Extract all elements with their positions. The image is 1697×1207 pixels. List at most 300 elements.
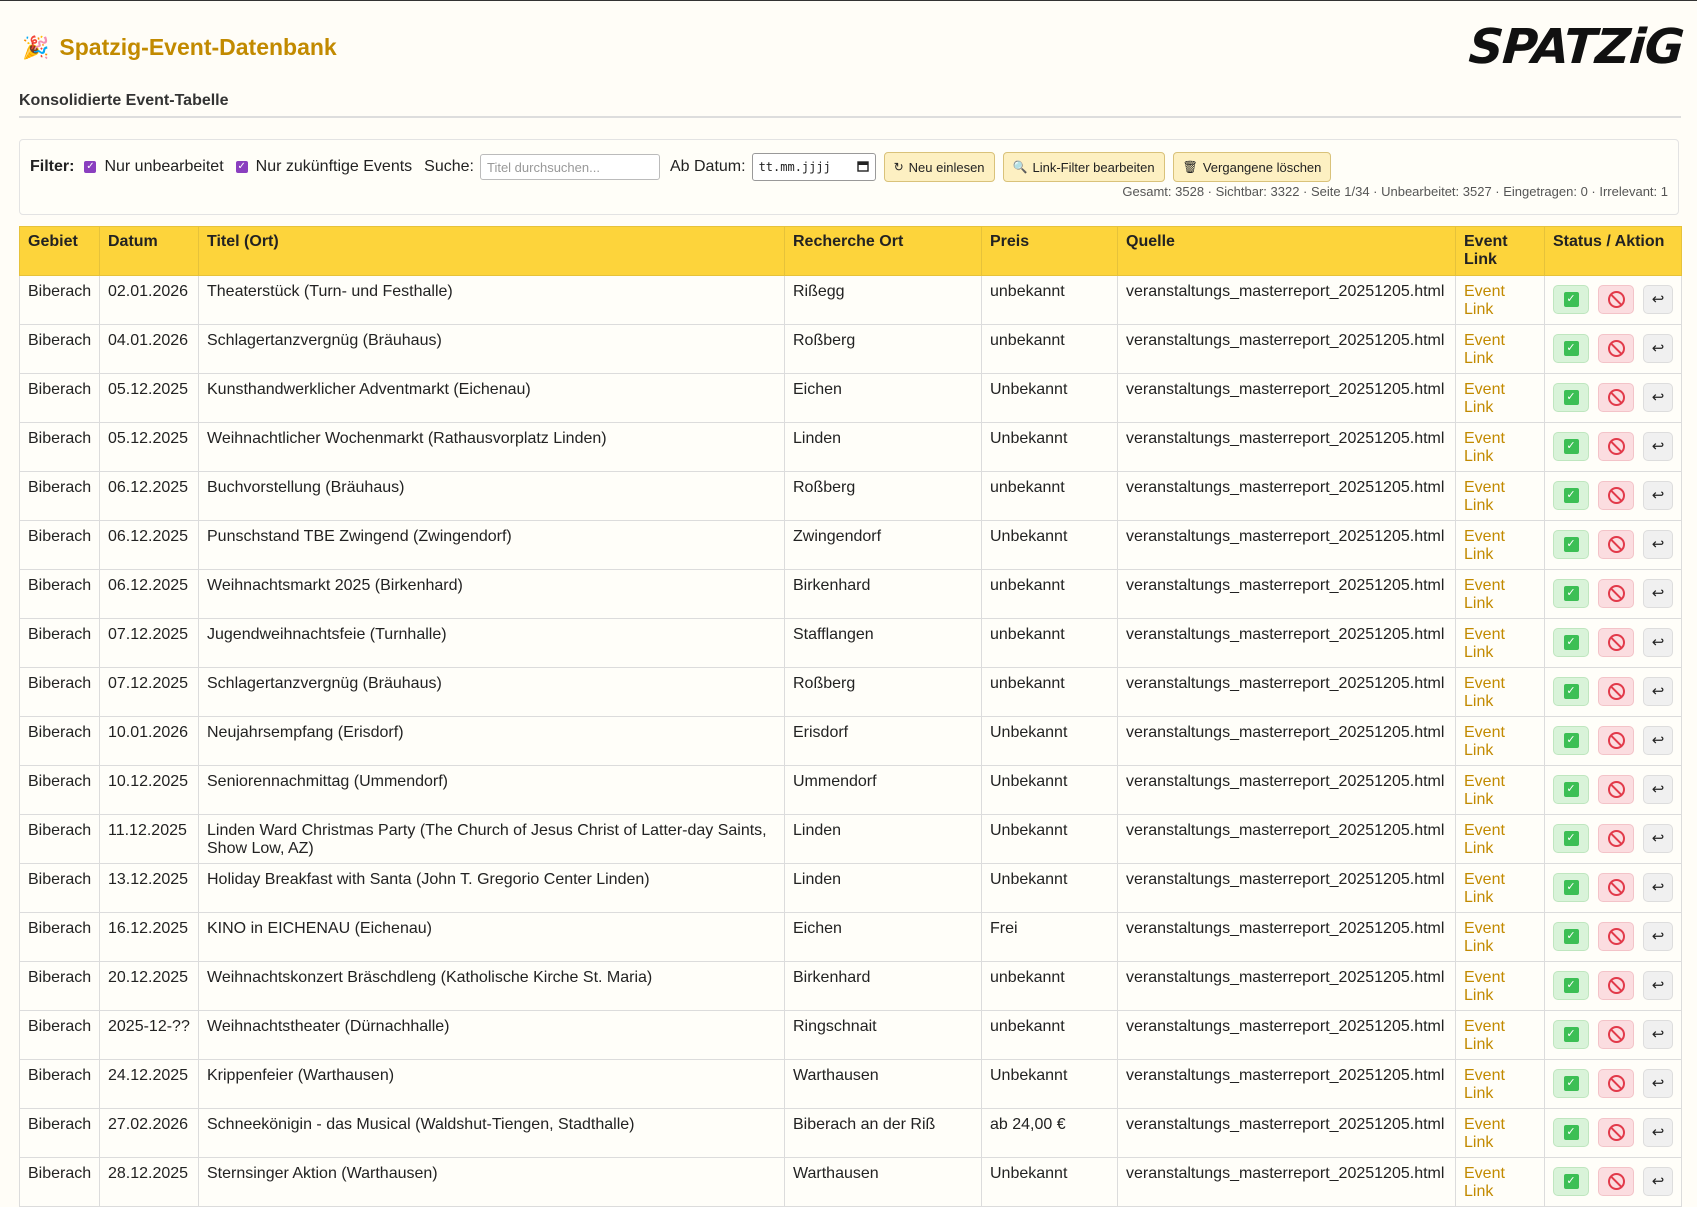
table-row <box>20 717 1682 766</box>
mark-done-button[interactable] <box>1553 971 1589 1000</box>
zukuenftig-checkbox[interactable]: ✓ <box>237 161 246 172</box>
cell-gebiet: Biberach <box>20 717 100 766</box>
link-filter-button-label: Link-Filter bearbeiten <box>1032 159 1155 175</box>
cell-datum: 10.12.2025 <box>100 766 199 815</box>
checkmark-icon: ✓ <box>1564 782 1579 797</box>
cell-ort: Eichen <box>785 374 982 423</box>
cell-ort: Linden <box>785 864 982 913</box>
cell-gebiet: Biberach <box>20 619 100 668</box>
checkmark-icon: ✓ <box>1564 684 1579 699</box>
cell-preis: Unbekannt <box>982 1158 1118 1207</box>
cell-datum: 05.12.2025 <box>100 423 199 472</box>
mark-irrelevant-button[interactable] <box>1598 1118 1634 1147</box>
cell-titel: Krippenfeier (Warthausen) <box>199 1060 785 1109</box>
cell-datum: 06.12.2025 <box>100 521 199 570</box>
cell-ort: Ringschnait <box>785 1011 982 1060</box>
undo-button[interactable] <box>1643 481 1673 510</box>
mark-done-button[interactable] <box>1553 481 1589 510</box>
cell-titel: Kunsthandwerklicher Adventmarkt (Eichenau) <box>199 374 785 423</box>
cell-event-link <box>1456 619 1545 668</box>
cell-actions <box>1545 717 1682 766</box>
checkmark-icon: ✓ <box>1564 537 1579 552</box>
col-header-status[interactable]: Status / Aktion <box>1545 227 1682 276</box>
mark-irrelevant-button[interactable] <box>1598 481 1634 510</box>
row-actions <box>1553 969 1673 1000</box>
cell-datum: 11.12.2025 <box>100 815 199 864</box>
mark-done-button[interactable] <box>1553 1020 1589 1049</box>
return-arrow-icon: ↩ <box>1651 633 1665 651</box>
event-link[interactable]: Event Link <box>1464 381 1505 416</box>
row-actions <box>1553 528 1673 559</box>
event-link[interactable]: Event Link <box>1464 920 1505 955</box>
cell-quelle: veranstaltungs_masterreport_20251205.html <box>1118 717 1456 766</box>
cell-actions <box>1545 668 1682 717</box>
cell-event-link <box>1456 472 1545 521</box>
cell-actions <box>1545 913 1682 962</box>
undo-button[interactable] <box>1643 1167 1673 1196</box>
return-arrow-icon: ↩ <box>1651 1074 1665 1092</box>
event-link[interactable]: Event Link <box>1464 1067 1505 1102</box>
event-link[interactable]: Event Link <box>1464 528 1505 563</box>
checkmark-icon: ✓ <box>1564 390 1579 405</box>
magnifier-icon: 🔍 <box>1012 160 1028 174</box>
cell-quelle: veranstaltungs_masterreport_20251205.html <box>1118 325 1456 374</box>
cell-preis: Unbekannt <box>982 717 1118 766</box>
cell-event-link <box>1456 864 1545 913</box>
event-link[interactable]: Event Link <box>1464 430 1505 465</box>
cell-ort: Linden <box>785 815 982 864</box>
cell-quelle: veranstaltungs_masterreport_20251205.html <box>1118 668 1456 717</box>
return-arrow-icon: ↩ <box>1651 976 1665 994</box>
cell-titel: Neujahrsempfang (Erisdorf) <box>199 717 785 766</box>
mark-done-button[interactable] <box>1553 432 1589 461</box>
cell-event-link <box>1456 815 1545 864</box>
cell-ort: Erisdorf <box>785 717 982 766</box>
cell-ort: Warthausen <box>785 1158 982 1207</box>
table-row <box>20 913 1682 962</box>
prohibited-icon <box>1608 928 1625 945</box>
cell-ort: Roßberg <box>785 325 982 374</box>
cell-datum: 2025-12-?? <box>100 1011 199 1060</box>
date-label: Ab Datum: <box>669 158 746 175</box>
cell-actions <box>1545 325 1682 374</box>
mark-done-button[interactable] <box>1553 1118 1589 1147</box>
return-arrow-icon: ↩ <box>1651 780 1665 798</box>
table-row <box>20 521 1682 570</box>
zukuenftig-label: Nur zukünftige Events <box>255 158 413 175</box>
cell-preis: ab 24,00 € <box>982 1109 1118 1158</box>
event-link[interactable]: Event Link <box>1464 822 1505 857</box>
event-link[interactable]: Event Link <box>1464 626 1505 661</box>
return-arrow-icon: ↩ <box>1651 388 1665 406</box>
event-link[interactable]: Event Link <box>1464 577 1505 612</box>
cell-datum: 28.12.2025 <box>100 1158 199 1207</box>
cell-datum: 16.12.2025 <box>100 913 199 962</box>
cell-preis: Unbekannt <box>982 374 1118 423</box>
undo-button[interactable] <box>1643 579 1673 608</box>
cell-ort: Linden <box>785 423 982 472</box>
mark-done-button[interactable] <box>1553 530 1589 559</box>
cell-quelle: veranstaltungs_masterreport_20251205.html <box>1118 766 1456 815</box>
cell-gebiet: Biberach <box>20 325 100 374</box>
cell-quelle: veranstaltungs_masterreport_20251205.html <box>1118 1109 1456 1158</box>
mark-done-button[interactable] <box>1553 922 1589 951</box>
cell-titel: KINO in EICHENAU (Eichenau) <box>199 913 785 962</box>
cell-titel: Theaterstück (Turn- und Festhalle) <box>199 276 785 325</box>
mark-done-button[interactable] <box>1553 285 1589 314</box>
mark-irrelevant-button[interactable] <box>1598 1069 1634 1098</box>
prohibited-icon <box>1608 585 1625 602</box>
table-row <box>20 1158 1682 1207</box>
event-link[interactable]: Event Link <box>1464 1116 1505 1151</box>
return-arrow-icon: ↩ <box>1651 878 1665 896</box>
prohibited-icon <box>1608 683 1625 700</box>
mark-irrelevant-button[interactable] <box>1598 1167 1634 1196</box>
cell-ort: Biberach an der Riß <box>785 1109 982 1158</box>
cell-titel: Sternsinger Aktion (Warthausen) <box>199 1158 785 1207</box>
cell-preis: Unbekannt <box>982 423 1118 472</box>
stats-line: Gesamt: 3528 · Sichtbar: 3322 · Seite 1/34 · Unbearbeitet: 3527 · Eingetragen: 0 · Irrelevant: 1 <box>1122 184 1668 199</box>
cell-gebiet: Biberach <box>20 570 100 619</box>
cell-actions <box>1545 1011 1682 1060</box>
cell-quelle: veranstaltungs_masterreport_20251205.html <box>1118 1011 1456 1060</box>
cell-preis: unbekannt <box>982 570 1118 619</box>
cell-titel: Holiday Breakfast with Santa (John T. Gregorio Center Linden) <box>199 864 785 913</box>
mark-done-button[interactable] <box>1553 628 1589 657</box>
cell-event-link <box>1456 1158 1545 1207</box>
prohibited-icon <box>1608 1075 1625 1092</box>
mark-irrelevant-button[interactable] <box>1598 824 1634 853</box>
undo-button[interactable] <box>1643 677 1673 706</box>
cell-titel: Punschstand TBE Zwingend (Zwingendorf) <box>199 521 785 570</box>
cell-quelle: veranstaltungs_masterreport_20251205.html <box>1118 570 1456 619</box>
cell-gebiet: Biberach <box>20 423 100 472</box>
undo-button[interactable] <box>1643 873 1673 902</box>
cell-gebiet: Biberach <box>20 1060 100 1109</box>
cell-quelle: veranstaltungs_masterreport_20251205.html <box>1118 864 1456 913</box>
cell-datum: 20.12.2025 <box>100 962 199 1011</box>
table-row <box>20 1011 1682 1060</box>
cell-ort: Rißegg <box>785 276 982 325</box>
undo-button[interactable] <box>1643 726 1673 755</box>
table-row <box>20 962 1682 1011</box>
mark-done-button[interactable] <box>1553 726 1589 755</box>
table-row <box>20 668 1682 717</box>
reload-button[interactable] <box>884 152 995 182</box>
cell-datum: 27.02.2026 <box>100 1109 199 1158</box>
row-actions <box>1553 822 1673 853</box>
row-actions <box>1553 283 1673 314</box>
return-arrow-icon: ↩ <box>1651 535 1665 553</box>
cell-quelle: veranstaltungs_masterreport_20251205.html <box>1118 815 1456 864</box>
cell-preis: unbekannt <box>982 325 1118 374</box>
event-link[interactable]: Event Link <box>1464 871 1505 906</box>
cell-actions <box>1545 521 1682 570</box>
search-input[interactable]: Titel durchsuchen... <box>480 154 660 180</box>
prohibited-icon <box>1608 487 1625 504</box>
col-header-recherche-ort[interactable]: Recherche Ort <box>785 227 982 276</box>
prohibited-icon <box>1608 781 1625 798</box>
return-arrow-icon: ↩ <box>1651 1172 1665 1190</box>
cell-actions <box>1545 766 1682 815</box>
mark-irrelevant-button[interactable] <box>1598 922 1634 951</box>
row-actions <box>1553 479 1673 510</box>
cell-gebiet: Biberach <box>20 1011 100 1060</box>
filter-label: Filter: <box>30 158 75 175</box>
cell-gebiet: Biberach <box>20 668 100 717</box>
table-body <box>20 276 1682 1207</box>
prohibited-icon <box>1608 634 1625 651</box>
cell-gebiet: Biberach <box>20 472 100 521</box>
page-header <box>0 1 1697 101</box>
cell-quelle: veranstaltungs_masterreport_20251205.html <box>1118 374 1456 423</box>
spatzig-logo: SPATZiG <box>1466 19 1685 75</box>
filter-panel <box>19 139 1679 215</box>
col-header-titel[interactable]: Titel (Ort) <box>199 227 785 276</box>
cell-titel: Buchvorstellung (Bräuhaus) <box>199 472 785 521</box>
cell-ort: Roßberg <box>785 668 982 717</box>
undo-button[interactable] <box>1643 922 1673 951</box>
prohibited-icon <box>1608 977 1625 994</box>
cell-gebiet: Biberach <box>20 766 100 815</box>
undo-button[interactable] <box>1643 285 1673 314</box>
mark-irrelevant-button[interactable] <box>1598 971 1634 1000</box>
cell-titel: Weihnachtsmarkt 2025 (Birkenhard) <box>199 570 785 619</box>
cell-preis: unbekannt <box>982 1011 1118 1060</box>
cell-datum: 02.01.2026 <box>100 276 199 325</box>
calendar-icon[interactable] <box>857 160 869 175</box>
row-actions <box>1553 724 1673 755</box>
delete-past-button[interactable] <box>1173 152 1332 182</box>
cell-actions <box>1545 815 1682 864</box>
cell-actions <box>1545 1158 1682 1207</box>
cell-actions <box>1545 423 1682 472</box>
cell-gebiet: Biberach <box>20 962 100 1011</box>
table-row <box>20 276 1682 325</box>
undo-button[interactable] <box>1643 530 1673 559</box>
checkmark-icon: ✓ <box>1564 292 1579 307</box>
undo-button[interactable] <box>1643 824 1673 853</box>
row-actions <box>1553 332 1673 363</box>
cell-preis: unbekannt <box>982 962 1118 1011</box>
mark-irrelevant-button[interactable] <box>1598 285 1634 314</box>
cell-event-link <box>1456 913 1545 962</box>
mark-done-button[interactable] <box>1553 775 1589 804</box>
col-header-quelle[interactable]: Quelle <box>1118 227 1456 276</box>
filter-row <box>30 152 1339 182</box>
undo-button[interactable] <box>1643 1020 1673 1049</box>
cell-preis: Unbekannt <box>982 815 1118 864</box>
col-header-datum[interactable]: Datum <box>100 227 199 276</box>
row-actions <box>1553 1067 1673 1098</box>
cell-actions <box>1545 1060 1682 1109</box>
cell-datum: 06.12.2025 <box>100 472 199 521</box>
mark-done-button[interactable] <box>1553 677 1589 706</box>
row-actions <box>1553 871 1673 902</box>
cell-titel: Linden Ward Christmas Party (The Church of Jesus Christ of Latter-day Saints, Show Low, AZ) <box>199 815 785 864</box>
mark-done-button[interactable] <box>1553 873 1589 902</box>
col-header-gebiet[interactable]: Gebiet <box>20 227 100 276</box>
mark-irrelevant-button[interactable] <box>1598 677 1634 706</box>
mark-done-button[interactable] <box>1553 579 1589 608</box>
undo-button[interactable] <box>1643 1069 1673 1098</box>
row-actions <box>1553 577 1673 608</box>
table-row <box>20 374 1682 423</box>
date-input[interactable] <box>752 153 876 181</box>
row-actions <box>1553 920 1673 951</box>
mark-done-button[interactable] <box>1553 1167 1589 1196</box>
cell-preis: unbekannt <box>982 668 1118 717</box>
row-actions <box>1553 430 1673 461</box>
mark-irrelevant-button[interactable] <box>1598 383 1634 412</box>
mark-irrelevant-button[interactable] <box>1598 530 1634 559</box>
undo-button[interactable] <box>1643 628 1673 657</box>
cell-ort: Birkenhard <box>785 962 982 1011</box>
undo-button[interactable] <box>1643 334 1673 363</box>
prohibited-icon <box>1608 1173 1625 1190</box>
mark-irrelevant-button[interactable] <box>1598 628 1634 657</box>
cell-preis: unbekannt <box>982 472 1118 521</box>
section-title: Konsolidierte Event-Tabelle <box>19 92 229 109</box>
event-link[interactable]: Event Link <box>1464 675 1505 710</box>
checkmark-icon: ✓ <box>1564 635 1579 650</box>
undo-button[interactable] <box>1643 775 1673 804</box>
checkmark-icon: ✓ <box>1564 929 1579 944</box>
unbearbeitet-checkbox[interactable]: ✓ <box>86 161 95 172</box>
cell-ort: Roßberg <box>785 472 982 521</box>
cell-ort: Warthausen <box>785 1060 982 1109</box>
prohibited-icon <box>1608 1026 1625 1043</box>
table-row <box>20 864 1682 913</box>
cell-gebiet: Biberach <box>20 276 100 325</box>
return-arrow-icon: ↩ <box>1651 486 1665 504</box>
mark-irrelevant-button[interactable] <box>1598 334 1634 363</box>
cell-quelle: veranstaltungs_masterreport_20251205.html <box>1118 913 1456 962</box>
mark-irrelevant-button[interactable] <box>1598 579 1634 608</box>
cell-ort: Zwingendorf <box>785 521 982 570</box>
cell-preis: Unbekannt <box>982 521 1118 570</box>
undo-button[interactable] <box>1643 383 1673 412</box>
table-row <box>20 325 1682 374</box>
return-arrow-icon: ↩ <box>1651 731 1665 749</box>
cell-event-link <box>1456 1011 1545 1060</box>
cell-quelle: veranstaltungs_masterreport_20251205.html <box>1118 521 1456 570</box>
mark-irrelevant-button[interactable] <box>1598 1020 1634 1049</box>
link-filter-button[interactable] <box>1003 152 1165 182</box>
undo-button[interactable] <box>1643 432 1673 461</box>
prohibited-icon <box>1608 389 1625 406</box>
cell-datum: 05.12.2025 <box>100 374 199 423</box>
event-link[interactable]: Event Link <box>1464 283 1505 318</box>
col-header-event-link[interactable]: Event Link <box>1456 227 1545 276</box>
table-row <box>20 1109 1682 1158</box>
cell-quelle: veranstaltungs_masterreport_20251205.html <box>1118 1158 1456 1207</box>
row-actions <box>1553 1116 1673 1147</box>
event-link[interactable]: Event Link <box>1464 332 1505 367</box>
cell-datum: 10.01.2026 <box>100 717 199 766</box>
refresh-icon: ↻ <box>893 160 904 174</box>
row-actions <box>1553 1165 1673 1196</box>
checkmark-icon: ✓ <box>1564 586 1579 601</box>
row-actions <box>1553 381 1673 412</box>
search-label: Suche: <box>424 158 474 175</box>
checkmark-icon: ✓ <box>1564 978 1579 993</box>
cell-event-link <box>1456 325 1545 374</box>
cell-actions <box>1545 1109 1682 1158</box>
unbearbeitet-label: Nur unbearbeitet <box>104 158 224 175</box>
return-arrow-icon: ↩ <box>1651 927 1665 945</box>
delete-past-button-label: Vergangene löschen <box>1202 159 1322 175</box>
event-link[interactable]: Event Link <box>1464 724 1505 759</box>
cell-actions <box>1545 472 1682 521</box>
cell-gebiet: Biberach <box>20 815 100 864</box>
event-link[interactable]: Event Link <box>1464 1018 1505 1053</box>
mark-irrelevant-button[interactable] <box>1598 775 1634 804</box>
mark-done-button[interactable] <box>1553 824 1589 853</box>
cell-datum: 13.12.2025 <box>100 864 199 913</box>
checkmark-icon: ✓ <box>1564 1076 1579 1091</box>
mark-irrelevant-button[interactable] <box>1598 432 1634 461</box>
cell-quelle: veranstaltungs_masterreport_20251205.html <box>1118 1060 1456 1109</box>
mark-irrelevant-button[interactable] <box>1598 726 1634 755</box>
mark-done-button[interactable] <box>1553 1069 1589 1098</box>
date-input-value: tt.mm.jjjj <box>758 160 831 174</box>
cell-gebiet: Biberach <box>20 374 100 423</box>
cell-preis: Frei <box>982 913 1118 962</box>
cell-event-link <box>1456 1109 1545 1158</box>
prohibited-icon <box>1608 438 1625 455</box>
return-arrow-icon: ↩ <box>1651 829 1665 847</box>
event-link[interactable]: Event Link <box>1464 479 1505 514</box>
cell-datum: 07.12.2025 <box>100 619 199 668</box>
prohibited-icon <box>1608 1124 1625 1141</box>
cell-titel: Weihnachtlicher Wochenmarkt (Rathausvorplatz Linden) <box>199 423 785 472</box>
app-title-text: Spatzig-Event-Datenbank <box>59 34 337 60</box>
undo-button[interactable] <box>1643 1118 1673 1147</box>
undo-button[interactable] <box>1643 971 1673 1000</box>
mark-done-button[interactable] <box>1553 383 1589 412</box>
prohibited-icon <box>1608 830 1625 847</box>
return-arrow-icon: ↩ <box>1651 1123 1665 1141</box>
cell-quelle: veranstaltungs_masterreport_20251205.html <box>1118 962 1456 1011</box>
cell-event-link <box>1456 423 1545 472</box>
table-row <box>20 570 1682 619</box>
row-actions <box>1553 626 1673 657</box>
col-header-preis[interactable]: Preis <box>982 227 1118 276</box>
return-arrow-icon: ↩ <box>1651 437 1665 455</box>
cell-actions <box>1545 374 1682 423</box>
cell-actions <box>1545 276 1682 325</box>
event-link[interactable]: Event Link <box>1464 969 1505 1004</box>
event-link[interactable]: Event Link <box>1464 1165 1505 1200</box>
checkmark-icon: ✓ <box>1564 1174 1579 1189</box>
cell-actions <box>1545 570 1682 619</box>
app-title <box>22 34 337 61</box>
prohibited-icon <box>1608 340 1625 357</box>
cell-titel: Schlagertanzvergnüg (Bräuhaus) <box>199 325 785 374</box>
cell-titel: Seniorennachmittag (Ummendorf) <box>199 766 785 815</box>
mark-done-button[interactable] <box>1553 334 1589 363</box>
events-table <box>19 226 1682 1207</box>
checkmark-icon: ✓ <box>1564 439 1579 454</box>
event-link[interactable]: Event Link <box>1464 773 1505 808</box>
table-row <box>20 472 1682 521</box>
prohibited-icon <box>1608 291 1625 308</box>
cell-ort: Stafflangen <box>785 619 982 668</box>
return-arrow-icon: ↩ <box>1651 339 1665 357</box>
mark-irrelevant-button[interactable] <box>1598 873 1634 902</box>
checkmark-icon: ✓ <box>1564 488 1579 503</box>
